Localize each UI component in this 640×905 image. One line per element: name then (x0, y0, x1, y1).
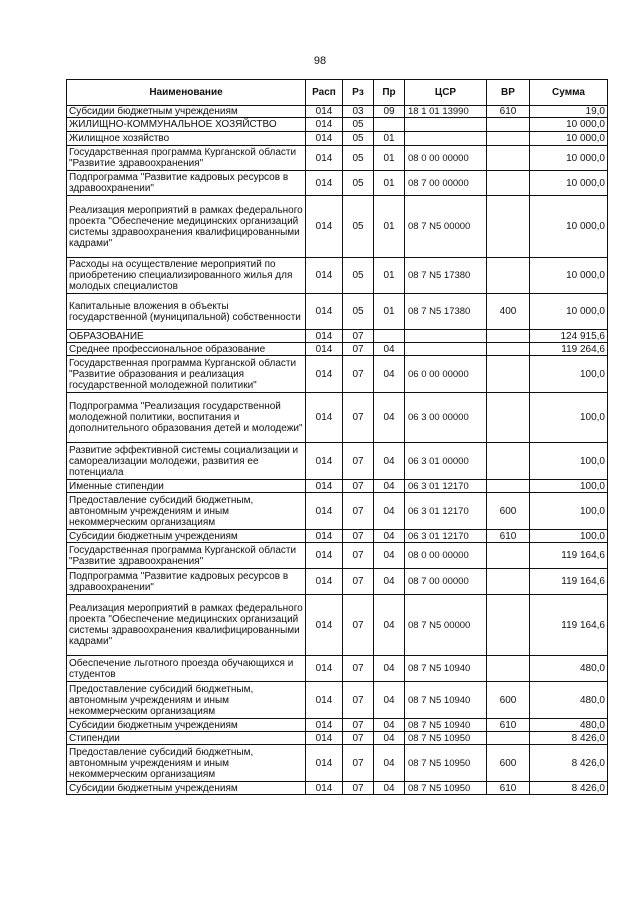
cell-pr: 01 (374, 196, 405, 258)
cell-sum: 100,0 (530, 480, 608, 493)
table-row (67, 171, 608, 196)
table-row (67, 530, 608, 543)
cell-rasp: 014 (306, 258, 343, 294)
cell-pr: 04 (374, 543, 405, 569)
cell-pr: 01 (374, 146, 405, 171)
cell-name: Государственная программа Курганской области "Развитие здравоохранения" (67, 146, 306, 171)
cell-vr (487, 146, 530, 171)
cell-vr (487, 356, 530, 393)
cell-csr: 08 7 N5 17380 (405, 258, 487, 294)
cell-rz: 07 (343, 480, 374, 493)
cell-rasp: 014 (306, 330, 343, 343)
cell-rasp: 014 (306, 682, 343, 719)
cell-sum: 480,0 (530, 656, 608, 682)
cell-name: Реализация мероприятий в рамках федерального проекта "Обеспечение медицинских организаций системы здравоохранения квалифицированными кадрами" (67, 595, 306, 656)
cell-csr (405, 330, 487, 343)
table-row (67, 543, 608, 569)
page-number: 98 (313, 55, 327, 67)
cell-rasp: 014 (306, 171, 343, 196)
cell-rz: 07 (343, 443, 374, 480)
cell-csr: 08 7 N5 10940 (405, 682, 487, 719)
cell-rz: 07 (343, 330, 374, 343)
cell-name: ОБРАЗОВАНИЕ (67, 330, 306, 343)
cell-sum: 10 000,0 (530, 258, 608, 294)
cell-pr: 04 (374, 682, 405, 719)
cell-rasp: 014 (306, 595, 343, 656)
cell-csr: 08 7 N5 10950 (405, 732, 487, 745)
col-header-pr: Пр (374, 80, 405, 106)
cell-vr (487, 569, 530, 595)
cell-vr (487, 543, 530, 569)
cell-pr: 04 (374, 719, 405, 732)
cell-sum: 100,0 (530, 530, 608, 543)
cell-rz: 07 (343, 543, 374, 569)
col-header-csr: ЦСР (405, 80, 487, 106)
cell-name: Государственная программа Курганской области "Развитие здравоохранения" (67, 543, 306, 569)
table-row (67, 294, 608, 330)
table-header-row (67, 80, 608, 106)
cell-rasp: 014 (306, 294, 343, 330)
cell-rz: 07 (343, 719, 374, 732)
table-row (67, 656, 608, 682)
table-row (67, 782, 608, 795)
table-row (67, 343, 608, 356)
table-row (67, 258, 608, 294)
cell-rz: 07 (343, 656, 374, 682)
cell-name: Развитие эффективной системы социализации и самореализации молодежи, развития ее потенциала (67, 443, 306, 480)
cell-rasp: 014 (306, 356, 343, 393)
cell-csr: 08 7 N5 17380 (405, 294, 487, 330)
cell-rasp: 014 (306, 543, 343, 569)
cell-csr: 06 3 01 12170 (405, 480, 487, 493)
cell-rasp: 014 (306, 443, 343, 480)
cell-rz: 07 (343, 493, 374, 530)
cell-sum: 10 000,0 (530, 132, 608, 146)
cell-csr: 08 7 N5 00000 (405, 196, 487, 258)
cell-csr: 08 0 00 00000 (405, 543, 487, 569)
cell-pr: 01 (374, 171, 405, 196)
cell-pr: 04 (374, 480, 405, 493)
table-row (67, 356, 608, 393)
cell-vr (487, 132, 530, 146)
cell-csr: 06 3 01 12170 (405, 493, 487, 530)
cell-rasp: 014 (306, 530, 343, 543)
cell-vr: 600 (487, 682, 530, 719)
cell-sum: 10 000,0 (530, 171, 608, 196)
table-row (67, 682, 608, 719)
col-header-vr: ВР (487, 80, 530, 106)
cell-name: Среднее профессиональное образование (67, 343, 306, 356)
cell-rasp: 014 (306, 132, 343, 146)
cell-pr (374, 118, 405, 132)
cell-name: Жилищное хозяйство (67, 132, 306, 146)
cell-rasp: 014 (306, 393, 343, 443)
cell-pr: 04 (374, 343, 405, 356)
cell-vr: 600 (487, 493, 530, 530)
cell-rasp: 014 (306, 745, 343, 782)
cell-vr: 610 (487, 719, 530, 732)
cell-csr: 08 7 N5 00000 (405, 595, 487, 656)
cell-rz: 05 (343, 294, 374, 330)
cell-name: Именные стипендии (67, 480, 306, 493)
cell-sum: 8 426,0 (530, 732, 608, 745)
cell-rz: 07 (343, 595, 374, 656)
cell-name: Субсидии бюджетным учреждениям (67, 530, 306, 543)
cell-sum: 19,0 (530, 106, 608, 118)
cell-pr: 01 (374, 258, 405, 294)
cell-rz: 07 (343, 732, 374, 745)
cell-sum: 8 426,0 (530, 782, 608, 795)
cell-sum: 119 164,6 (530, 543, 608, 569)
table-row (67, 443, 608, 480)
table-row (67, 118, 608, 132)
cell-rz: 05 (343, 196, 374, 258)
cell-rasp: 014 (306, 569, 343, 595)
table-row (67, 480, 608, 493)
cell-vr: 600 (487, 745, 530, 782)
table-row (67, 393, 608, 443)
col-header-rasp: Расп (306, 80, 343, 106)
cell-rz: 07 (343, 782, 374, 795)
cell-name: Субсидии бюджетным учреждениям (67, 106, 306, 118)
cell-sum: 124 915,6 (530, 330, 608, 343)
table-body (67, 106, 608, 795)
cell-sum: 480,0 (530, 682, 608, 719)
cell-csr: 06 0 00 00000 (405, 356, 487, 393)
cell-name: Расходы на осуществление мероприятий по приобретению специализированного жилья для молодых специалистов (67, 258, 306, 294)
cell-pr: 04 (374, 393, 405, 443)
cell-rz: 07 (343, 343, 374, 356)
cell-rz: 05 (343, 146, 374, 171)
cell-rz: 07 (343, 393, 374, 443)
budget-table (66, 79, 608, 795)
cell-vr (487, 343, 530, 356)
cell-rz: 07 (343, 682, 374, 719)
cell-pr: 04 (374, 356, 405, 393)
table-row (67, 595, 608, 656)
cell-csr (405, 118, 487, 132)
cell-vr: 400 (487, 294, 530, 330)
cell-sum: 100,0 (530, 393, 608, 443)
cell-name: Подпрограмма "Развитие кадровых ресурсов в здравоохранении" (67, 171, 306, 196)
cell-sum: 100,0 (530, 493, 608, 530)
cell-rasp: 014 (306, 118, 343, 132)
cell-csr: 08 7 N5 10950 (405, 782, 487, 795)
cell-pr: 09 (374, 106, 405, 118)
table-row (67, 493, 608, 530)
cell-name: Предоставление субсидий бюджетным, автономным учреждениям и иным некоммерческим организациям (67, 745, 306, 782)
cell-pr: 04 (374, 656, 405, 682)
cell-csr: 08 7 N5 10940 (405, 656, 487, 682)
cell-rz: 07 (343, 530, 374, 543)
cell-pr: 04 (374, 530, 405, 543)
cell-csr (405, 132, 487, 146)
cell-sum: 10 000,0 (530, 196, 608, 258)
cell-pr: 04 (374, 595, 405, 656)
cell-sum: 10 000,0 (530, 294, 608, 330)
cell-name: Субсидии бюджетным учреждениям (67, 719, 306, 732)
cell-csr: 08 7 00 00000 (405, 171, 487, 196)
cell-vr (487, 330, 530, 343)
table-row (67, 719, 608, 732)
cell-vr (487, 171, 530, 196)
cell-vr: 610 (487, 530, 530, 543)
cell-rz: 03 (343, 106, 374, 118)
cell-sum: 100,0 (530, 356, 608, 393)
cell-name: Подпрограмма "Развитие кадровых ресурсов в здравоохранении" (67, 569, 306, 595)
cell-csr: 06 3 01 12170 (405, 530, 487, 543)
cell-rasp: 014 (306, 196, 343, 258)
cell-rasp: 014 (306, 782, 343, 795)
cell-csr (405, 343, 487, 356)
cell-rz: 05 (343, 171, 374, 196)
table-row (67, 330, 608, 343)
cell-rz: 05 (343, 118, 374, 132)
cell-sum: 10 000,0 (530, 118, 608, 132)
cell-pr (374, 330, 405, 343)
cell-vr (487, 196, 530, 258)
cell-vr (487, 656, 530, 682)
cell-rasp: 014 (306, 656, 343, 682)
cell-rz: 05 (343, 258, 374, 294)
table-row (67, 132, 608, 146)
cell-vr: 610 (487, 106, 530, 118)
cell-sum: 10 000,0 (530, 146, 608, 171)
cell-name: Обеспечение льготного проезда обучающихся и студентов (67, 656, 306, 682)
cell-name: Подпрограмма "Реализация государственной молодежной политики, воспитания и дополнительного образования детей и молодежи" (67, 393, 306, 443)
cell-name: Субсидии бюджетным учреждениям (67, 782, 306, 795)
cell-name: Государственная программа Курганской области "Развитие образования и реализация государственной молодежной политики" (67, 356, 306, 393)
cell-rasp: 014 (306, 343, 343, 356)
cell-pr: 04 (374, 732, 405, 745)
cell-name: Реализация мероприятий в рамках федерального проекта "Обеспечение медицинских организаций системы здравоохранения квалифицированными кадрами" (67, 196, 306, 258)
cell-csr: 06 3 00 00000 (405, 393, 487, 443)
table-row (67, 745, 608, 782)
cell-rz: 05 (343, 132, 374, 146)
cell-csr: 18 1 01 13990 (405, 106, 487, 118)
cell-vr (487, 480, 530, 493)
cell-name: Стипендии (67, 732, 306, 745)
table-row (67, 196, 608, 258)
cell-rasp: 014 (306, 146, 343, 171)
cell-csr: 08 7 N5 10940 (405, 719, 487, 732)
cell-sum: 8 426,0 (530, 745, 608, 782)
cell-name: ЖИЛИЩНО-КОММУНАЛЬНОЕ ХОЗЯЙСТВО (67, 118, 306, 132)
table-row (67, 732, 608, 745)
cell-sum: 119 264,6 (530, 343, 608, 356)
cell-vr (487, 595, 530, 656)
cell-pr: 04 (374, 569, 405, 595)
cell-vr (487, 393, 530, 443)
cell-vr (487, 118, 530, 132)
cell-rasp: 014 (306, 719, 343, 732)
cell-pr: 01 (374, 132, 405, 146)
cell-name: Капитальные вложения в объекты государственной (муниципальной) собственности (67, 294, 306, 330)
cell-pr: 04 (374, 782, 405, 795)
cell-rz: 07 (343, 356, 374, 393)
col-header-name: Наименование (67, 80, 306, 106)
cell-vr (487, 258, 530, 294)
col-header-rz: Рз (343, 80, 374, 106)
table-row (67, 569, 608, 595)
cell-csr: 08 0 00 00000 (405, 146, 487, 171)
cell-pr: 04 (374, 493, 405, 530)
cell-rasp: 014 (306, 732, 343, 745)
cell-sum: 100,0 (530, 443, 608, 480)
cell-rasp: 014 (306, 493, 343, 530)
cell-sum: 480,0 (530, 719, 608, 732)
cell-pr: 01 (374, 294, 405, 330)
col-header-sum: Сумма (530, 80, 608, 106)
cell-vr (487, 732, 530, 745)
cell-csr: 06 3 01 00000 (405, 443, 487, 480)
cell-name: Предоставление субсидий бюджетным, автономным учреждениям и иным некоммерческим организациям (67, 493, 306, 530)
cell-rasp: 014 (306, 480, 343, 493)
cell-vr: 610 (487, 782, 530, 795)
cell-rz: 07 (343, 569, 374, 595)
cell-name: Предоставление субсидий бюджетным, автономным учреждениям и иным некоммерческим организациям (67, 682, 306, 719)
cell-csr: 08 7 00 00000 (405, 569, 487, 595)
cell-sum: 119 164,6 (530, 569, 608, 595)
cell-pr: 04 (374, 745, 405, 782)
table-row (67, 146, 608, 171)
cell-rz: 07 (343, 745, 374, 782)
cell-sum: 119 164,6 (530, 595, 608, 656)
cell-rasp: 014 (306, 106, 343, 118)
table-row (67, 106, 608, 118)
cell-pr: 04 (374, 443, 405, 480)
cell-vr (487, 443, 530, 480)
cell-csr: 08 7 N5 10950 (405, 745, 487, 782)
